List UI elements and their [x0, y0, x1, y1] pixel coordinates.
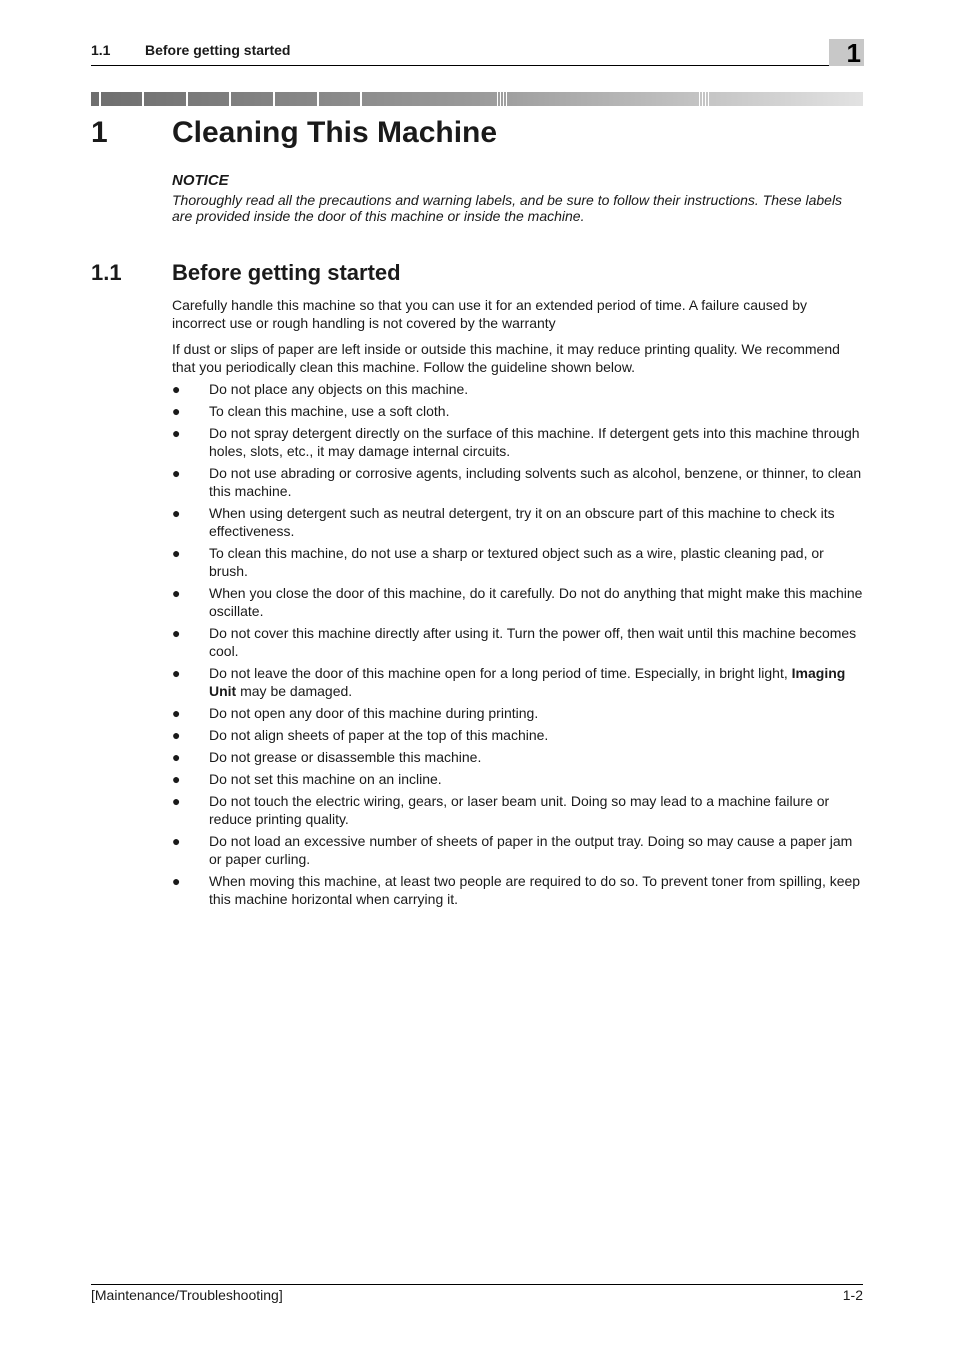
list-item: ● Do not open any door of this machine during printing. [172, 705, 539, 721]
chapter-number: 1 [91, 116, 108, 149]
guideline-paragraph: If dust or slips of paper are left inside or outside this machine, it may reduce printing quality. We recommend that you periodically clean this machine. Follow the guideline shown below. [172, 341, 840, 375]
bullet-icon: ● [172, 727, 181, 743]
decorative-band [91, 92, 863, 106]
bullet-icon: ● [172, 585, 181, 601]
header-divider [91, 65, 863, 66]
list-item: ● When using detergent such as neutral detergent, try it on an obscure part of this machine to check its effectiveness. [172, 505, 835, 539]
list-item: ● Do not grease or disassemble this machine. [172, 749, 482, 765]
chapter-tab-number: 1 [846, 38, 861, 68]
list-item: ● When you close the door of this machine, do it carefully. Do not do anything that might make this machine oscillate. [172, 585, 863, 619]
list-item: ● Do not load an excessive number of sheets of paper in the output tray. Doing so may cause a paper jam or paper curling. [172, 833, 853, 867]
chapter-tab [829, 39, 864, 66]
bullet-icon: ● [172, 665, 181, 681]
bullet-icon: ● [172, 425, 181, 441]
footer-divider [91, 1284, 863, 1285]
running-header-section-title: Before getting started [145, 42, 291, 58]
list-item-imaging-unit: ● Do not leave the door of this machine open for a long period of time. Especially, in bright light, Imaging Unit may be damaged. [172, 665, 846, 699]
notice-text: Thoroughly read all the precautions and warning labels, and be sure to follow their instructions. These labels are provided inside the door of this machine or inside the machine. [172, 192, 843, 224]
section-body [172, 296, 864, 912]
chapter-title: Cleaning This Machine [172, 116, 498, 149]
section-number: 1.1 [91, 260, 122, 285]
bullet-icon: ● [172, 505, 181, 521]
bullet-icon: ● [172, 873, 181, 889]
section-title: Before getting started [172, 260, 401, 285]
intro-paragraph: Carefully handle this machine so that you can use it for an extended period of time. A failure caused by incorrect use or rough handling is not covered by the warranty [172, 297, 808, 331]
bullet-icon: ● [172, 381, 181, 397]
footer-page-number: 1-2 [842, 1287, 863, 1303]
bullet-icon: ● [172, 545, 181, 561]
running-header-section-number: 1.1 [91, 42, 111, 58]
bullet-icon: ● [172, 833, 181, 849]
bullet-icon: ● [172, 705, 181, 721]
footer-manual-title: [Maintenance/Troubleshooting] [91, 1287, 283, 1303]
list-item: ● When moving this machine, at least two people are required to do so. To prevent toner from spilling, keep this machine horizontal when carrying it. [172, 873, 861, 907]
list-item: ● Do not set this machine on an incline. [172, 771, 442, 787]
bullet-icon: ● [172, 793, 181, 809]
list-item: ● Do not touch the electric wiring, gears, or laser beam unit. Doing so may lead to a machine failure or reduce printing quality. [172, 793, 830, 827]
list-item: ● Do not spray detergent directly on the surface of this machine. If detergent gets into this machine through holes, slots, etc., it may damage internal circuits. [172, 425, 860, 459]
cleaning-guidelines-list [172, 380, 864, 908]
list-item: ● Do not align sheets of paper at the top of this machine. [172, 727, 549, 743]
bullet-icon: ● [172, 771, 181, 787]
list-item: ● To clean this machine, use a soft cloth. [172, 403, 450, 419]
bullet-icon: ● [172, 465, 181, 481]
imaging-unit-term: Imaging Unit [209, 665, 846, 699]
list-item: ● Do not place any objects on this machine. [172, 381, 469, 397]
notice-heading: NOTICE [172, 172, 229, 189]
bullet-icon: ● [172, 403, 181, 419]
list-item: ● Do not cover this machine directly after using it. Turn the power off, then wait until this machine becomes cool. [172, 625, 857, 659]
list-item: ● Do not use abrading or corrosive agents, including solvents such as alcohol, benzene, or thinner, to clean this machine. [172, 465, 862, 499]
list-item: ● To clean this machine, do not use a sharp or textured object such as a wire, plastic cleaning pad, or brush. [172, 545, 824, 579]
bullet-icon: ● [172, 749, 181, 765]
bullet-icon: ● [172, 625, 181, 641]
